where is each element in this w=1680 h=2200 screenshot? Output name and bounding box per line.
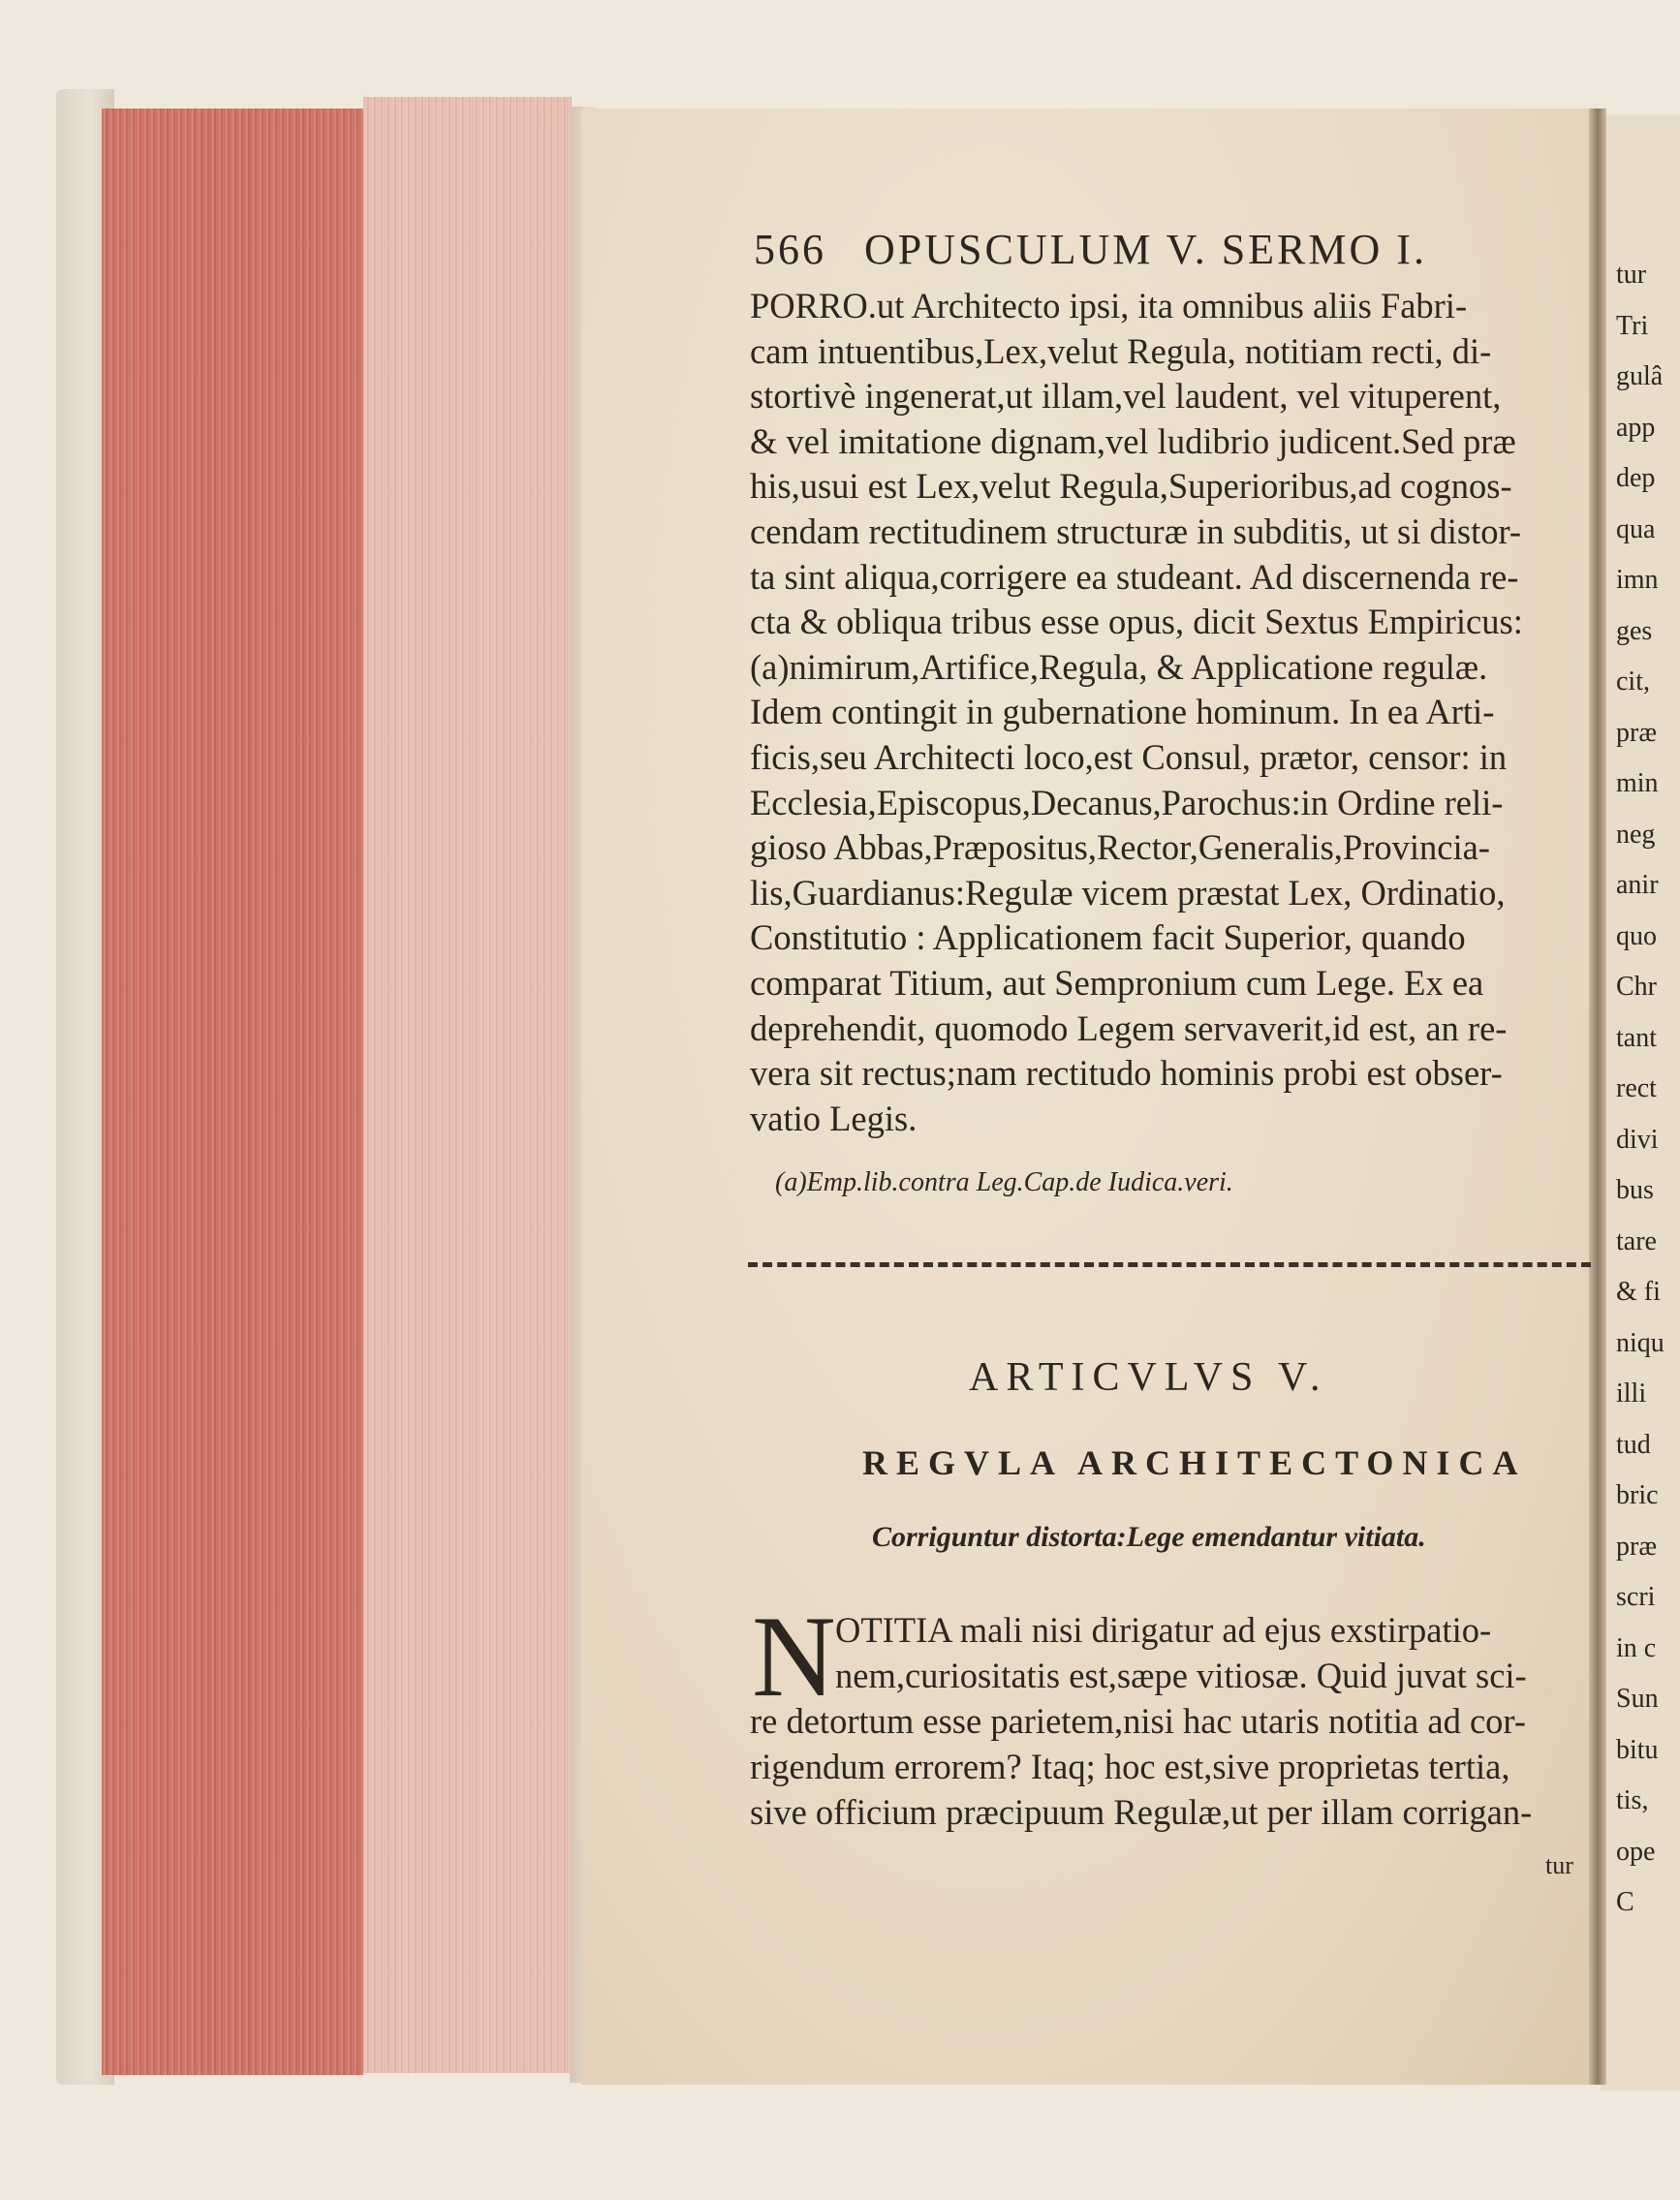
right-page-fragment: in c xyxy=(1616,1632,1657,1663)
article-motto: Corriguntur distorta:Lege emendantur vitiata. xyxy=(872,1521,1426,1553)
right-page-fragment: gulâ xyxy=(1616,361,1664,391)
right-page-fragment: præ xyxy=(1616,717,1657,748)
paragraph-line: nem,curiositatis est,sæpe vitiosæ. Quid juvat sci- xyxy=(835,1656,1527,1695)
right-page-fragment: bric xyxy=(1616,1480,1659,1510)
body-line: Idem contingit in gubernatione hominum. In ea Arti- xyxy=(750,692,1495,732)
right-page-fragment: tis, xyxy=(1616,1785,1649,1815)
drop-cap: N xyxy=(752,1592,836,1720)
body-line: ta sint aliqua,corrigere ea studeant. Ad discernenda re- xyxy=(750,556,1519,597)
right-page-fragment: neg xyxy=(1616,819,1656,850)
right-page-fragment: scri xyxy=(1616,1582,1656,1612)
right-page-fragment: imn xyxy=(1616,565,1659,595)
body-line: ficis,seu Architecti loco,est Consul, prætor, censor: in xyxy=(750,737,1508,777)
right-page-fragment: ope xyxy=(1616,1836,1656,1867)
running-title: OPUSCULUM V. SERMO I. xyxy=(864,226,1427,273)
right-page-fragment: qua xyxy=(1616,513,1656,544)
right-page-fragment: illi xyxy=(1616,1379,1647,1409)
right-page-fragment: Chr xyxy=(1616,972,1657,1002)
right-page-fragment: tant xyxy=(1616,1022,1657,1053)
catchword: tur xyxy=(1545,1851,1573,1879)
footnote: (a)Emp.lib.contra Leg.Cap.de Iudica.veri. xyxy=(775,1167,1233,1197)
article-heading: ARTICVLVS V. xyxy=(969,1355,1328,1400)
body-line: cta & obliqua tribus esse opus, dicit Sextus Empiricus: xyxy=(750,602,1523,642)
right-page-fragment: bus xyxy=(1616,1175,1654,1205)
running-header xyxy=(754,225,1587,274)
right-page-fragment: præ xyxy=(1616,1531,1657,1562)
body-line: deprehendit, quomodo Legem servaverit,id est, an re- xyxy=(750,1007,1508,1048)
body-line: vatio Legis. xyxy=(750,1098,918,1138)
paragraph-line: OTITIA mali nisi dirigatur ad ejus exstirpatio- xyxy=(835,1610,1492,1650)
right-page-fragment: quo xyxy=(1616,920,1657,951)
right-page-fragment: dep xyxy=(1616,463,1656,493)
right-page-fragment: & fi xyxy=(1616,1277,1661,1307)
body-line: cendam rectitudinem structuræ in subditis, ut si distor- xyxy=(750,511,1522,551)
paragraph-line: sive officium præcipuum Regulæ,ut per illam corrigan- xyxy=(750,1792,1533,1832)
page-number: 566 xyxy=(754,226,826,273)
page-edges-red xyxy=(102,108,363,2075)
right-page-fragment: bitu xyxy=(1616,1734,1659,1765)
right-page-fragment: C xyxy=(1616,1887,1634,1917)
body-line: Ecclesia,Episcopus,Decanus,Parochus:in Ordine reli- xyxy=(750,782,1504,822)
right-page-fragment: app xyxy=(1616,412,1656,443)
right-page-fragment: anir xyxy=(1616,870,1659,900)
page-fold xyxy=(1589,108,1606,2085)
body-line: his,usui est Lex,velut Regula,Superioribus,ad cognos- xyxy=(750,466,1512,507)
right-page-fragment: rect xyxy=(1616,1073,1657,1103)
right-page-fragment: cit, xyxy=(1616,666,1650,697)
section-divider xyxy=(748,1262,1591,1267)
right-page-fragment: tur xyxy=(1616,260,1647,290)
body-line: PORRO.ut Architecto ipsi, ita omnibus aliis Fabri- xyxy=(750,286,1468,325)
right-page-fragment: ges xyxy=(1616,615,1653,646)
body-line: & vel imitatione dignam,vel ludibrio judicent.Sed præ xyxy=(750,420,1516,461)
body-line: stortivè ingenerat,ut illam,vel laudent, vel vituperent, xyxy=(750,376,1502,417)
paragraph-line: re detortum esse parietem,nisi hac utaris notitia ad cor- xyxy=(750,1701,1526,1741)
paragraph-line: rigendum errorem? Itaq; hoc est,sive proprietas tertia, xyxy=(750,1747,1510,1786)
body-line: gioso Abbas,Præpositus,Rector,Generalis,Provincia- xyxy=(750,827,1490,868)
right-page-fragment: min xyxy=(1616,768,1659,798)
body-line: (a)nimirum,Artifice,Regula, & Applicatione regulæ. xyxy=(750,646,1488,687)
page-edges-pink xyxy=(363,97,572,2073)
right-page-fragment: tare xyxy=(1616,1225,1657,1256)
body-line: comparat Titium, aut Sempronium cum Lege. Ex ea xyxy=(750,963,1484,1003)
body-line: lis,Guardianus:Regulæ vicem præstat Lex, Ordinatio, xyxy=(750,872,1506,913)
right-page-fragment: niqu xyxy=(1616,1327,1664,1358)
body-line: vera sit rectus;nam rectitudo hominis probi est obser- xyxy=(750,1053,1503,1094)
body-line: cam intuentibus,Lex,velut Regula, notitiam recti, di- xyxy=(750,330,1492,371)
right-page-fragment: tud xyxy=(1616,1429,1651,1460)
right-page-fragment: divi xyxy=(1616,1124,1659,1155)
right-page-fragment: Sun xyxy=(1616,1684,1659,1714)
article-subheading: REGVLA ARCHITECTONICA xyxy=(862,1443,1527,1482)
body-line: Constitutio : Applicationem facit Superior, quando xyxy=(750,917,1466,958)
right-page-fragment: Tri xyxy=(1616,310,1649,341)
